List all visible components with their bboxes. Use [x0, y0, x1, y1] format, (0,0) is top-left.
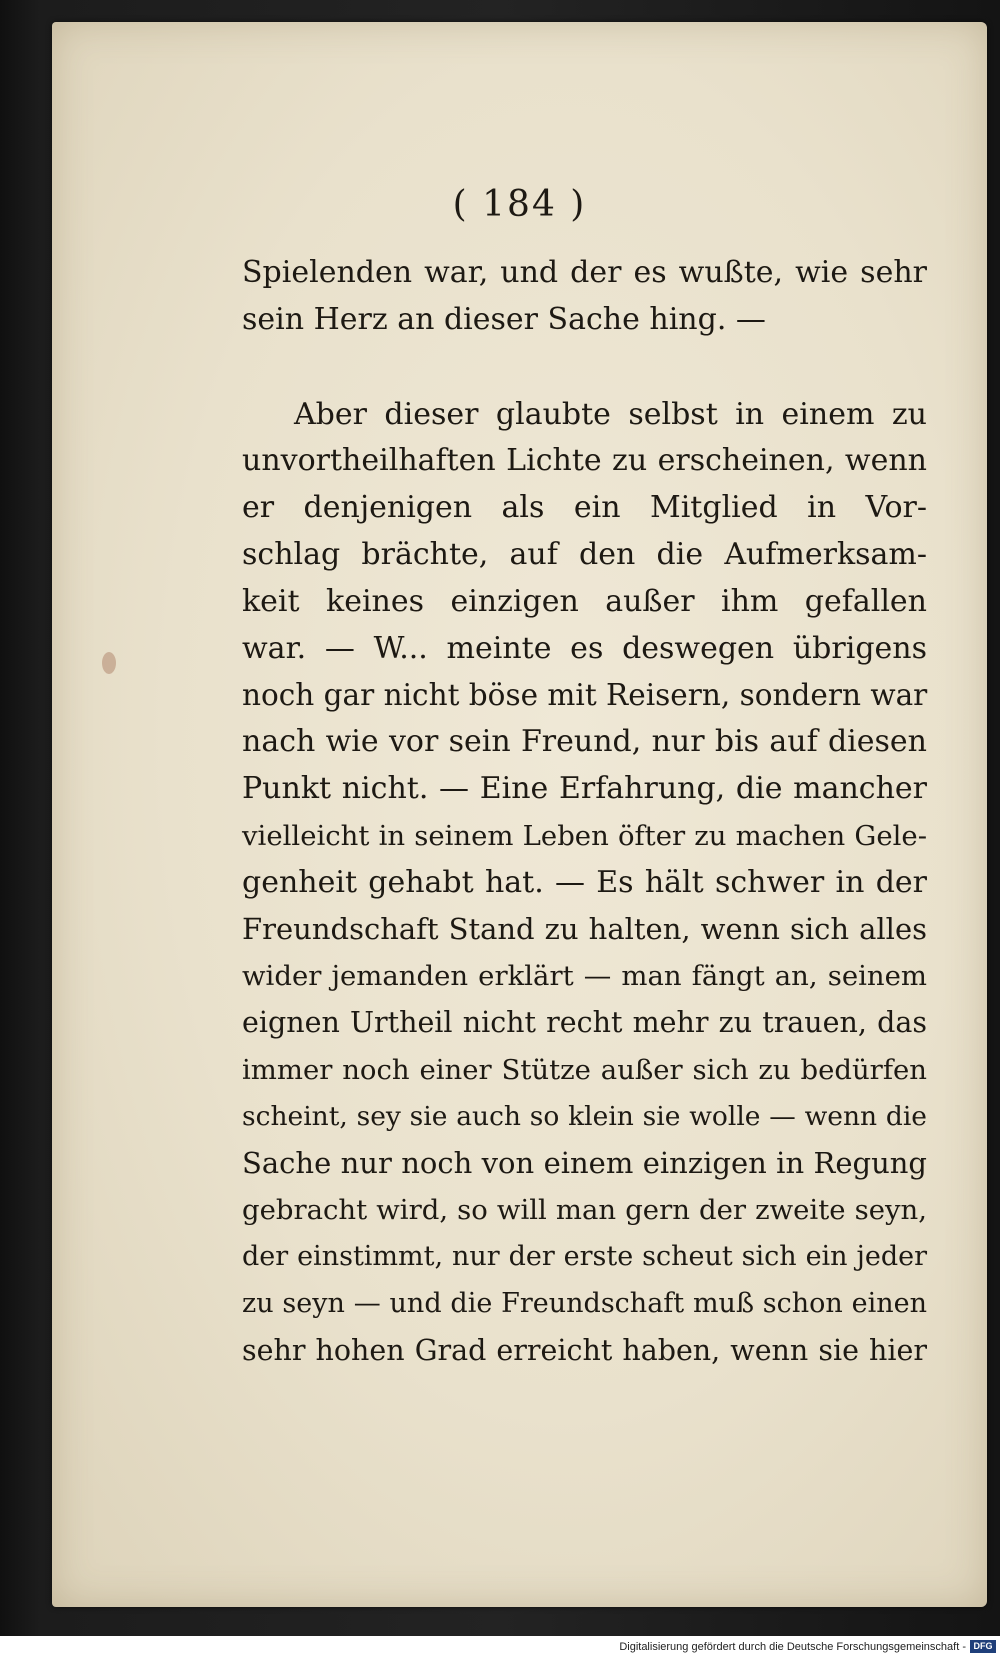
- paper-stain: [102, 652, 116, 674]
- book-page: [52, 22, 987, 1607]
- text-line: Freundschaft Stand zu halten, wenn sich alles: [242, 912, 927, 947]
- text-line: sein Herz an dieser Sache hing. —: [242, 301, 766, 337]
- text-line: schlag brächte, auf den die Aufmerksam-: [242, 536, 927, 572]
- footer-strip: [0, 1636, 1000, 1656]
- text-line: Punkt nicht. — Eine Erfahrung, die mancher: [242, 770, 927, 806]
- funding-credit: Digitalisierung gefördert durch die Deutsche Forschungsgemeinschaft -: [619, 1641, 966, 1653]
- text-line: Sache nur noch von einem einzigen in Regung: [242, 1146, 927, 1181]
- text-line: war. — W... meinte es deswegen übrigens: [242, 630, 927, 666]
- page-number: ( 184 ): [452, 184, 587, 225]
- text-line: gebracht wird, so will man gern der zweite seyn,: [242, 1194, 927, 1227]
- text-line: sehr hohen Grad erreicht haben, wenn sie hier: [242, 1333, 927, 1367]
- text-line: unvortheilhaften Lichte zu erscheinen, wenn: [242, 443, 927, 479]
- text-line: keit keines einzigen außer ihm gefallen: [242, 583, 927, 619]
- text-line: eignen Urtheil nicht recht mehr zu trauen, das: [242, 1005, 927, 1039]
- text-line: der einstimmt, nur der erste scheut sich ein jeder: [242, 1240, 927, 1272]
- text-line: er denjenigen als ein Mitglied in Vor-: [242, 490, 927, 526]
- text-line: immer noch einer Stütze außer sich zu bedürfen: [242, 1053, 927, 1086]
- text-line: wider jemanden erklärt — man fängt an, seinem: [242, 960, 927, 993]
- text-line: scheint, sey sie auch so klein sie wolle — wenn die: [242, 1100, 927, 1132]
- dfg-logo-icon: DFG: [970, 1640, 996, 1653]
- text-line: nach wie vor sein Freund, nur bis auf diesen: [242, 724, 927, 760]
- paragraph-gap: [242, 344, 927, 392]
- text-line: Aber dieser glaubte selbst in einem zu: [294, 396, 927, 432]
- text-line: Spielenden war, und der es wußte, wie sehr: [242, 255, 927, 290]
- body-text: [242, 250, 927, 1374]
- text-line: vielleicht in seinem Leben öfter zu machen Gele-: [242, 819, 927, 852]
- text-line: genheit gehabt hat. — Es hält schwer in der: [242, 864, 927, 900]
- text-line: noch gar nicht böse mit Reisern, sondern war: [242, 678, 928, 713]
- text-line: zu seyn — und die Freundschaft muß schon einen: [242, 1287, 927, 1319]
